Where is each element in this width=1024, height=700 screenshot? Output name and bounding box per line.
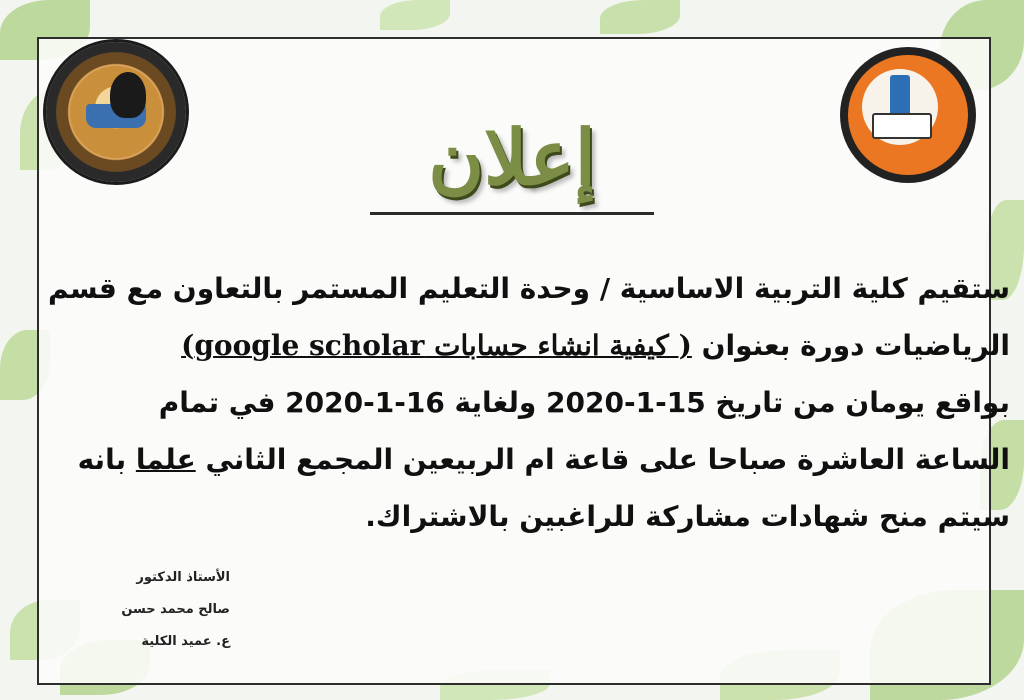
line4-emphasis: علما (135, 443, 196, 476)
announcement-title: إعلان (428, 113, 596, 202)
body-line-3: بواقع يومان من تاريخ 15-1-2020 ولغاية 16-1-2020 في تمام (158, 386, 1010, 419)
signature-title: الأستاذ الدكتور (136, 570, 230, 585)
body-line-2 (50, 317, 1010, 374)
line4-after: بانه (77, 443, 127, 476)
signature-name: صالح محمد حسن (121, 602, 230, 617)
announcement-body (50, 260, 1010, 545)
body-line-5: سيتم منح شهادات مشاركة للراغبين بالاشتراك. (365, 500, 1010, 533)
signature-block (110, 562, 230, 658)
body-line-4 (50, 431, 1010, 488)
university-logo-icon (840, 47, 976, 183)
body-line-1: ستقيم كلية التربية الاساسية / وحدة التعليم المستمر بالتعاون مع قسم (48, 272, 1010, 305)
line4-before: الساعة العاشرة صباحا على قاعة ام الربيعين المجمع الثاني (205, 443, 1010, 476)
signature-position: ع. عميد الكلية (141, 634, 230, 649)
course-prefix: الرياضيات دورة بعنوان (701, 329, 1010, 362)
course-title: ( كيفية انشاء حسابات google scholar) (181, 329, 692, 362)
college-logo-icon (46, 42, 186, 182)
title-underline (370, 212, 654, 215)
